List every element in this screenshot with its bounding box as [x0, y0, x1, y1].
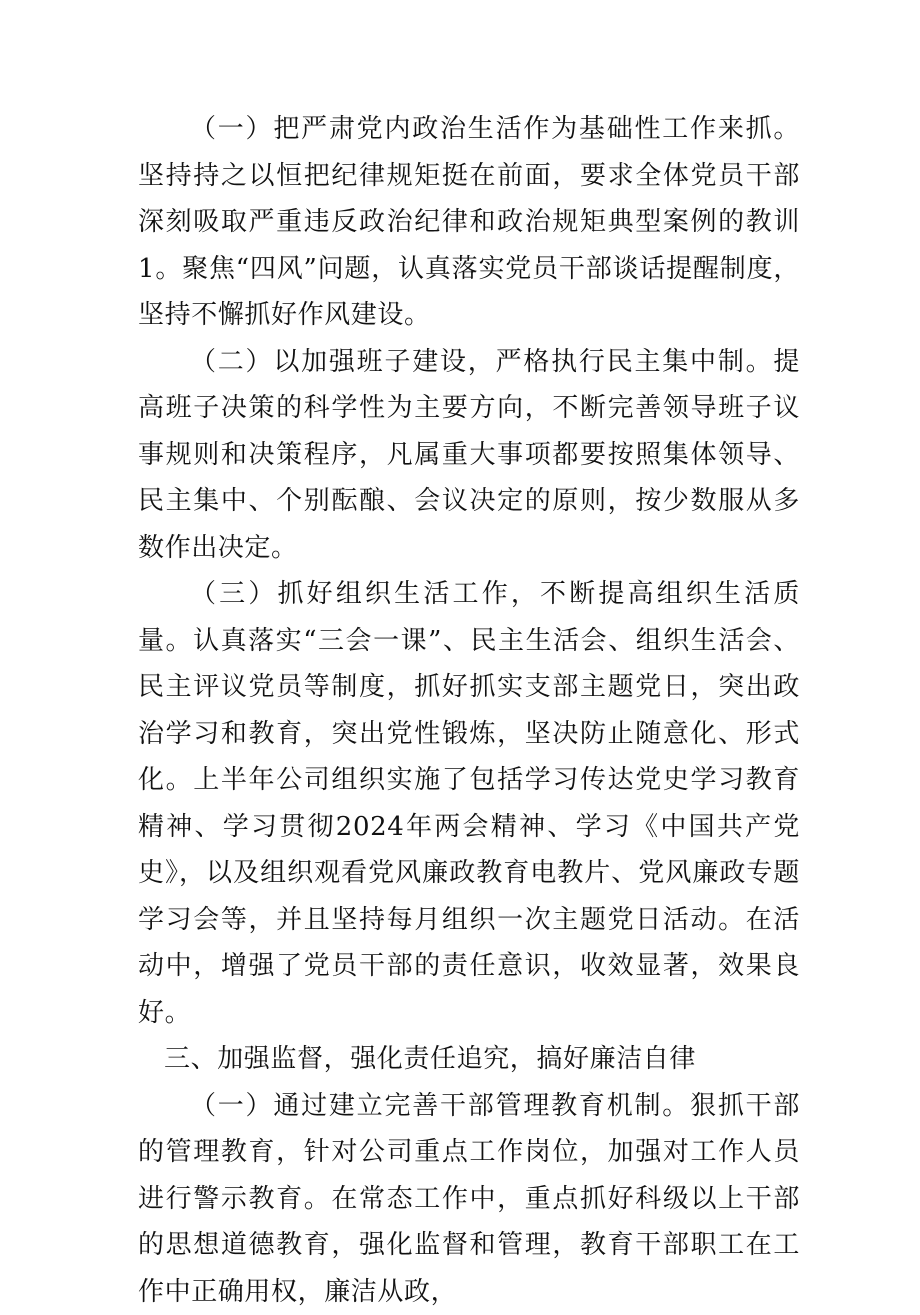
paragraph-team-building: （二）以加强班子建设，严格执行民主集中制。提高班子决策的科学性为主要方向，不断完善领导班子议事规则和决策程序，凡属重大事项都要按照集体领导、民主集中、个别酝酿、会议决定的原则，按少数服从多数作出决定。: [138, 339, 800, 572]
paragraph-political-life: （一）把严肃党内政治生活作为基础性工作来抓。坚持持之以恒把纪律规矩挺在前面，要求全体党员干部深刻吸取严重违反政治纪律和政治规矩典型案例的教训1。聚焦“四风”问题，认真落实党员干部谈话提醒制度，坚持不懈抓好作风建设。: [138, 106, 800, 339]
paragraph-cadre-management: （一）通过建立完善干部管理教育机制。狠抓干部的管理教育，针对公司重点工作岗位，加强对工作人员进行警示教育。在常态工作中，重点抓好科级以上干部的思想道德教育，强化监督和管理，教育干部职工在工作中正确用权，廉洁从政，: [138, 1083, 800, 1315]
document-body: [138, 106, 800, 1315]
paragraph-organization-life: （三）抓好组织生活工作，不断提高组织生活质量。认真落实“三会一课”、民主生活会、组织生活会、民主评议党员等制度，抓好抓实支部主题党日，突出政治学习和教育，突出党性锻炼，坚决防止随意化、形式化。上半年公司组织实施了包括学习传达党史学习教育精神、学习贯彻2024年两会精神、学习《中国共产党史》，以及组织观看党风廉政教育电教片、党风廉政专题学习会等，并且坚持每月组织一次主题党日活动。在活动中，增强了党员干部的责任意识，收效显著，效果良好。: [138, 571, 800, 1036]
section-heading-supervision: 三、加强监督，强化责任追究，搞好廉洁自律: [138, 1036, 800, 1083]
